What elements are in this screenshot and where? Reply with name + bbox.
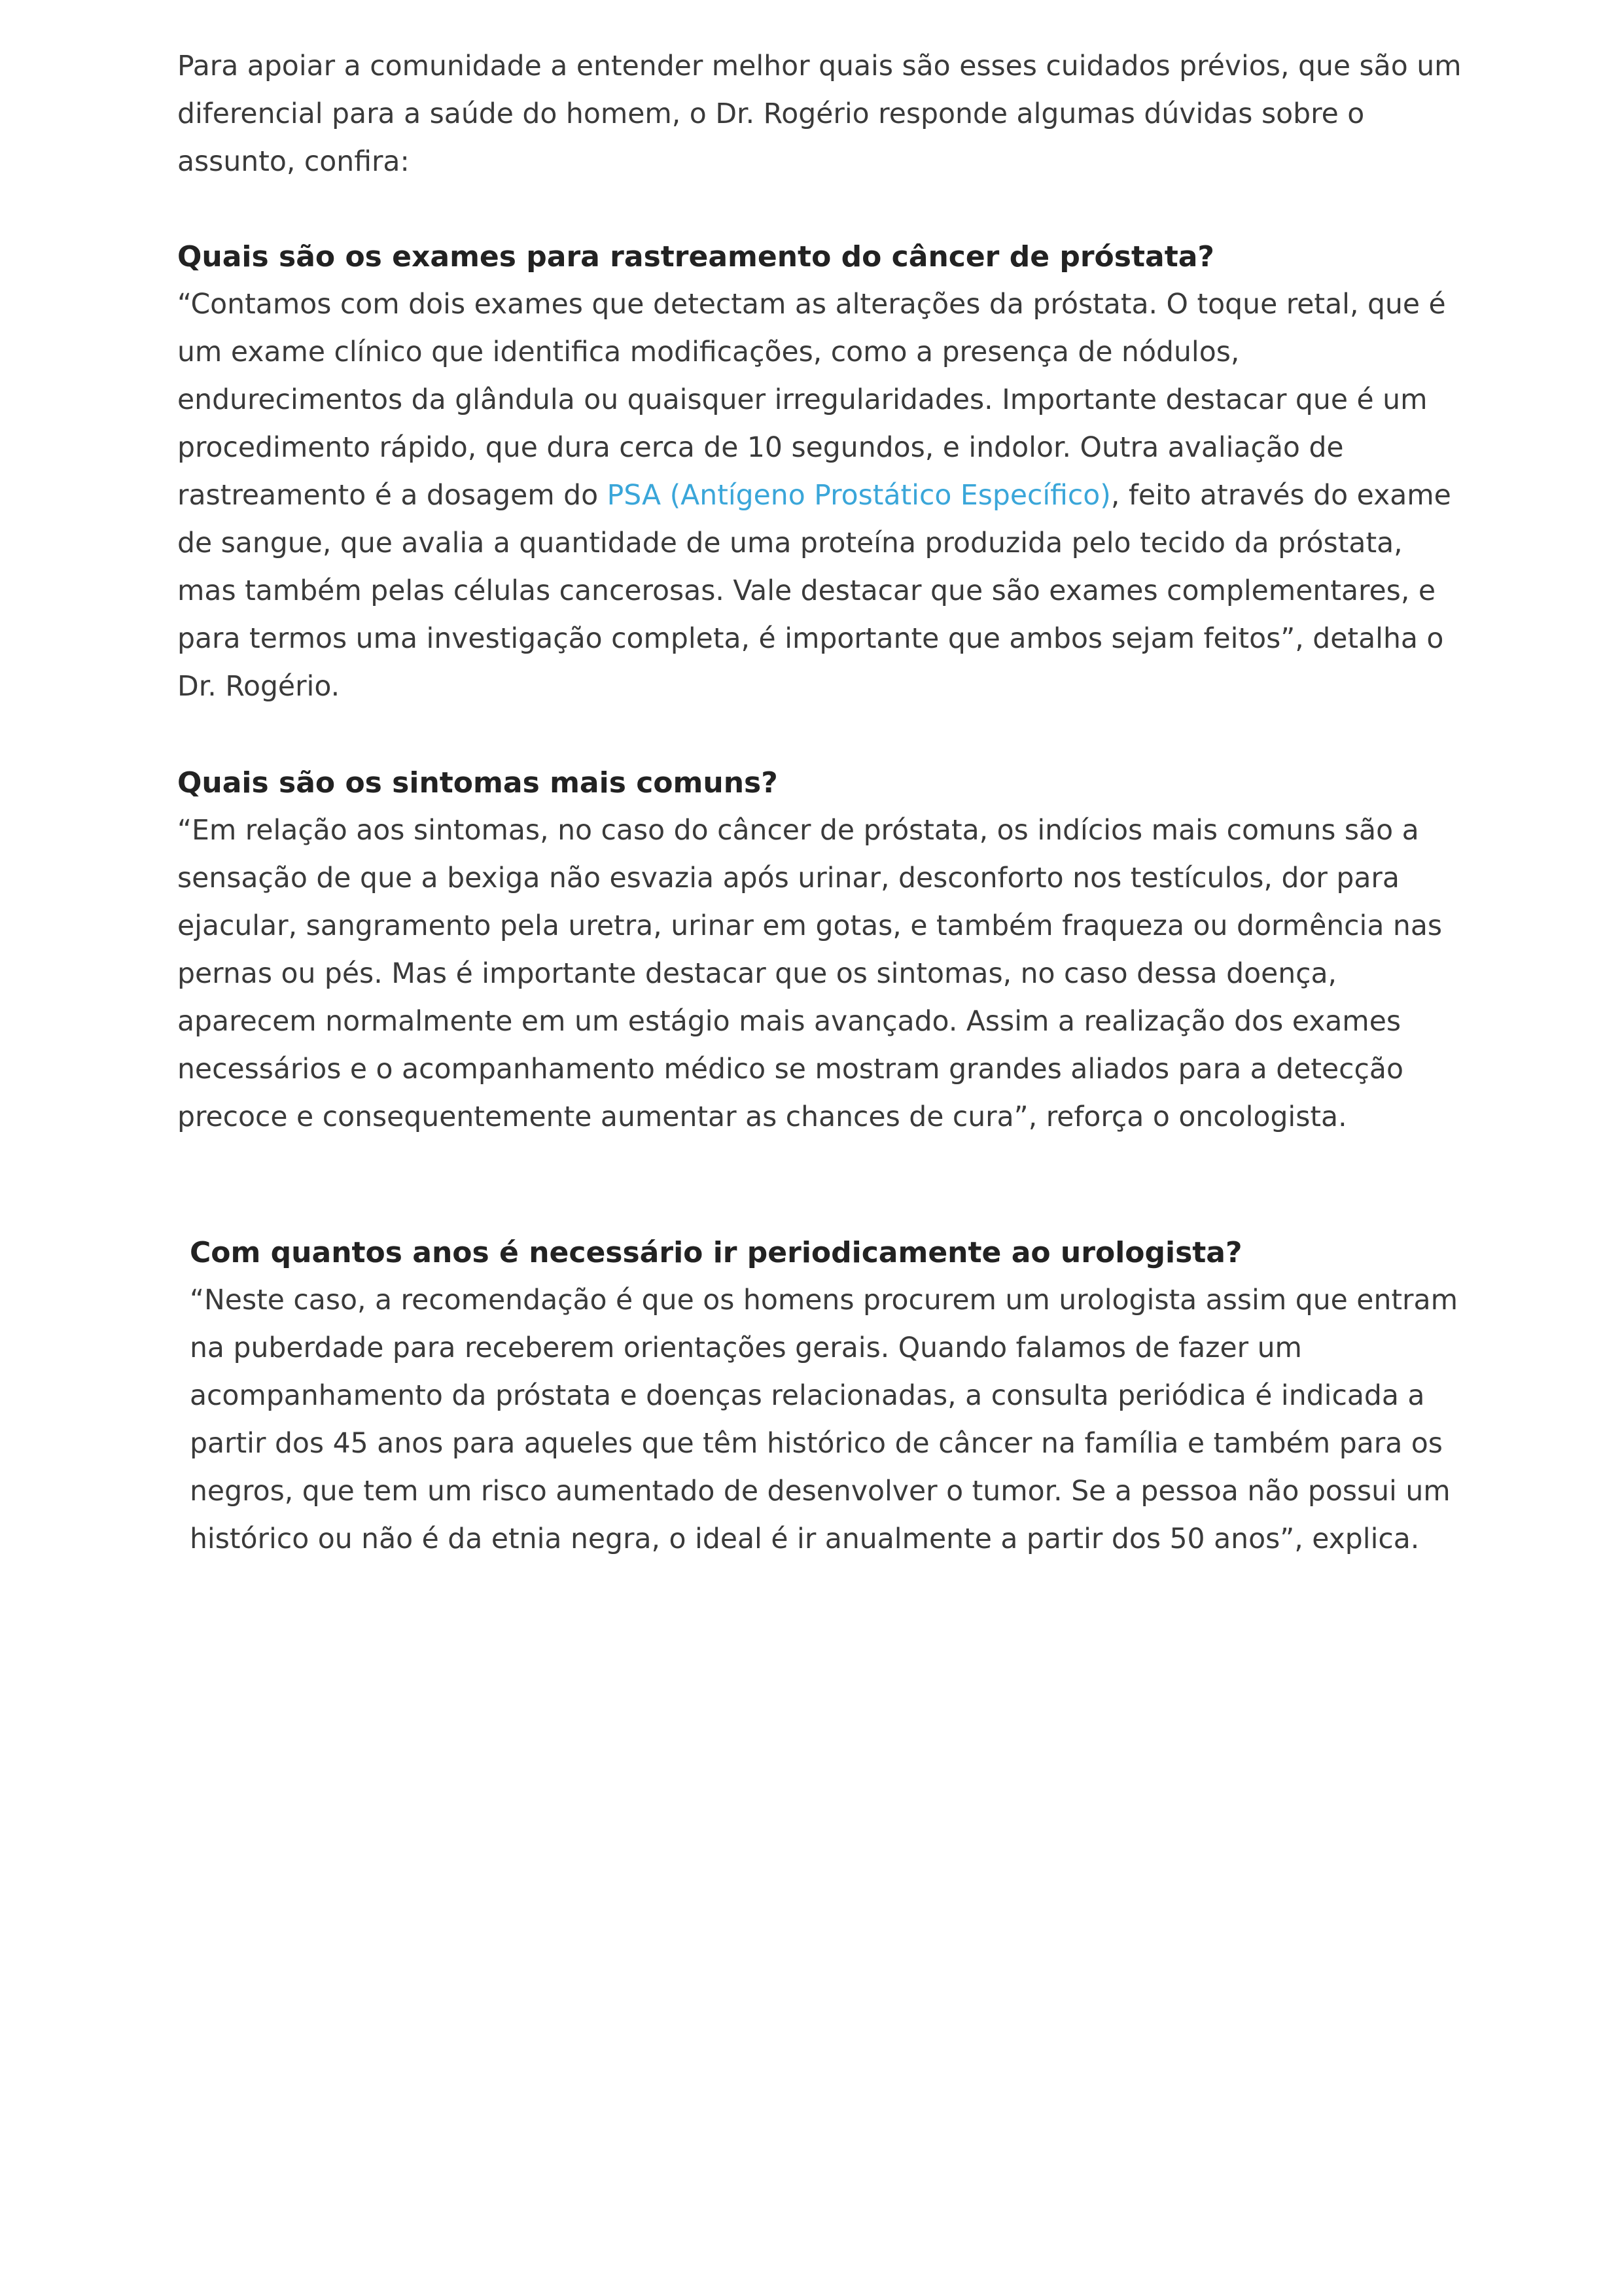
screening-exams-heading: Quais são os exames para rastreamento do câncer de próstata? xyxy=(177,240,1214,274)
screening-exams-text-start: “Contamos com dois exames que detectam as alterações da próstata. O toque retal, que é um exame clínico que identifica modificações, como a presença de nódulos, endurecimentos da glândula ou quaisquer irregularidades. Importante destacar que é um procedimento rápido, que dura cerca de 10 segundos, e indolor. Outra avaliação de rastreamento é a dosagem do xyxy=(177,289,1446,512)
urologist-age-heading: Com quantos anos é necessário ir periodicamente ao urologista? xyxy=(190,1236,1243,1269)
screening-exams-paragraph xyxy=(177,281,1486,711)
screening-exams-text-end: , feito através do exame de sangue, que avalia a quantidade de uma proteína produzida pelo tecido da próstata, mas também pelas células cancerosas. Vale destacar que são exames complementares, e para termos uma investigação completa, é importante que ambos sejam feitos”, detalha o Dr. Rogério. xyxy=(177,480,1451,703)
psa-link[interactable]: PSA (Antígeno Prostático Específico) xyxy=(607,480,1111,512)
intro-section xyxy=(177,43,1486,186)
screening-exams-section xyxy=(177,233,1486,711)
symptoms-paragraph: “Em relação aos sintomas, no caso do câncer de próstata, os indícios mais comuns são a sensação de que a bexiga não esvazia após urinar, desconforto nos testículos, dor para ejacular, sangramento pela uretra, urinar em gotas, e também fraqueza ou dormência nas pernas ou pés. Mas é importante destacar que os sintomas, no caso dessa doença, aparecem normalmente em um estágio mais avançado. Assim a realização dos exames necessários e o acompanhamento médico se mostram grandes aliados para a detecção precoce e consequentemente aumentar as chances de cura”, reforça o oncologista. xyxy=(177,815,1443,1133)
intro-paragraph: Para apoiar a comunidade a entender melhor quais são esses cuidados prévios, que são um diferencial para a saúde do homem, o Dr. Rogério responde algumas dúvidas sobre o assunto, confira: xyxy=(177,50,1462,178)
symptoms-heading: Quais são os sintomas mais comuns? xyxy=(177,766,778,800)
urologist-age-section xyxy=(190,1229,1498,1563)
urologist-age-paragraph: “Neste caso, a recomendação é que os homens procurem um urologista assim que entram na puberdade para receberem orientações gerais. Quando falamos de fazer um acompanhamento da próstata e doenças relacionadas, a consulta periódica é indicada a partir dos 45 anos para aqueles que têm histórico de câncer na família e também para os negros, que tem um risco aumentado de desenvolver o tumor. Se a pessoa não possui um histórico ou não é da etnia negra, o ideal é ir anualmente a partir dos 50 anos”, explica. xyxy=(190,1284,1458,1555)
symptoms-section xyxy=(177,759,1486,1141)
